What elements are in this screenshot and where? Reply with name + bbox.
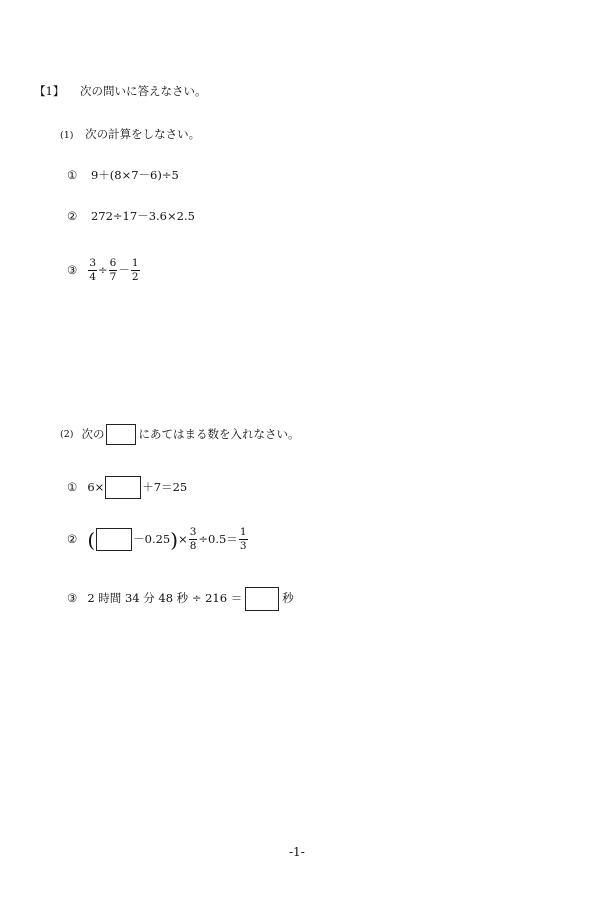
fraction-denominator: 2: [131, 271, 139, 284]
problem-expression: 9＋(8×7－6)÷5: [90, 168, 179, 182]
operator: －: [118, 262, 130, 277]
fraction-denominator: 4: [89, 271, 96, 284]
problem-expression-post: 秒: [282, 591, 294, 606]
operator: ×: [178, 531, 188, 546]
fraction-numerator: 3: [89, 257, 96, 269]
answer-box-example: [106, 424, 136, 445]
problem-2-2: [67, 527, 249, 552]
expression-rest: ÷0.5＝: [198, 531, 238, 546]
fraction-denominator: 3: [239, 540, 247, 553]
part2-instruction-pre: 次の: [81, 426, 105, 441]
fraction-numerator: 3: [189, 526, 197, 538]
part1-label: (1): [60, 130, 74, 141]
operator: ÷: [98, 262, 108, 277]
problem-marker: ①: [67, 168, 78, 182]
fraction-numerator: 6: [109, 257, 117, 269]
fraction-denominator: 7: [109, 271, 117, 284]
problem-2-3: [67, 587, 294, 611]
section-header: [34, 86, 206, 98]
fraction-numerator: 1: [131, 257, 139, 269]
fraction-one-third: [239, 527, 248, 552]
problem-expression-post: ＋7＝25: [142, 479, 188, 494]
fraction-three-eighths: [189, 527, 198, 552]
problem-marker: ③: [67, 591, 78, 606]
answer-box[interactable]: [96, 528, 132, 551]
problem-marker: ①: [67, 479, 78, 494]
problem-marker: ②: [67, 531, 78, 546]
page-number: -1-: [289, 845, 305, 859]
answer-box[interactable]: [105, 476, 141, 499]
part2-heading: [60, 424, 299, 445]
close-paren: ): [170, 527, 179, 552]
answer-box[interactable]: [245, 587, 279, 611]
part1-heading: [60, 129, 200, 141]
problem-marker: ②: [67, 209, 78, 223]
fraction-denominator: 8: [189, 540, 197, 553]
problem-2-1: [67, 476, 187, 499]
part2-label: (2): [60, 428, 74, 440]
problem-marker: ③: [67, 262, 78, 277]
problem-1-1: [67, 170, 179, 182]
fraction-three-quarters: [88, 258, 97, 283]
expression-minus: －0.25: [133, 531, 171, 546]
problem-1-2: [67, 211, 195, 223]
section-number: 【1】: [34, 84, 65, 98]
part1-instruction: 次の計算をしなさい。: [85, 127, 201, 141]
problem-expression: 272÷17－3.6×2.5: [90, 209, 195, 223]
problem-expression-pre: 6×: [87, 479, 105, 494]
fraction-six-sevenths: [109, 258, 118, 283]
part2-instruction-post: にあてはまる数を入れなさい。: [138, 426, 300, 441]
problem-expression-pre: 2 時間 34 分 48 秒 ÷ 216 ＝: [87, 591, 243, 606]
problem-1-3: [67, 258, 141, 283]
open-paren: (: [87, 527, 96, 552]
fraction-one-half: [131, 258, 140, 283]
section-instruction: 次の問いに答えなさい。: [79, 84, 207, 98]
fraction-numerator: 1: [239, 526, 247, 538]
